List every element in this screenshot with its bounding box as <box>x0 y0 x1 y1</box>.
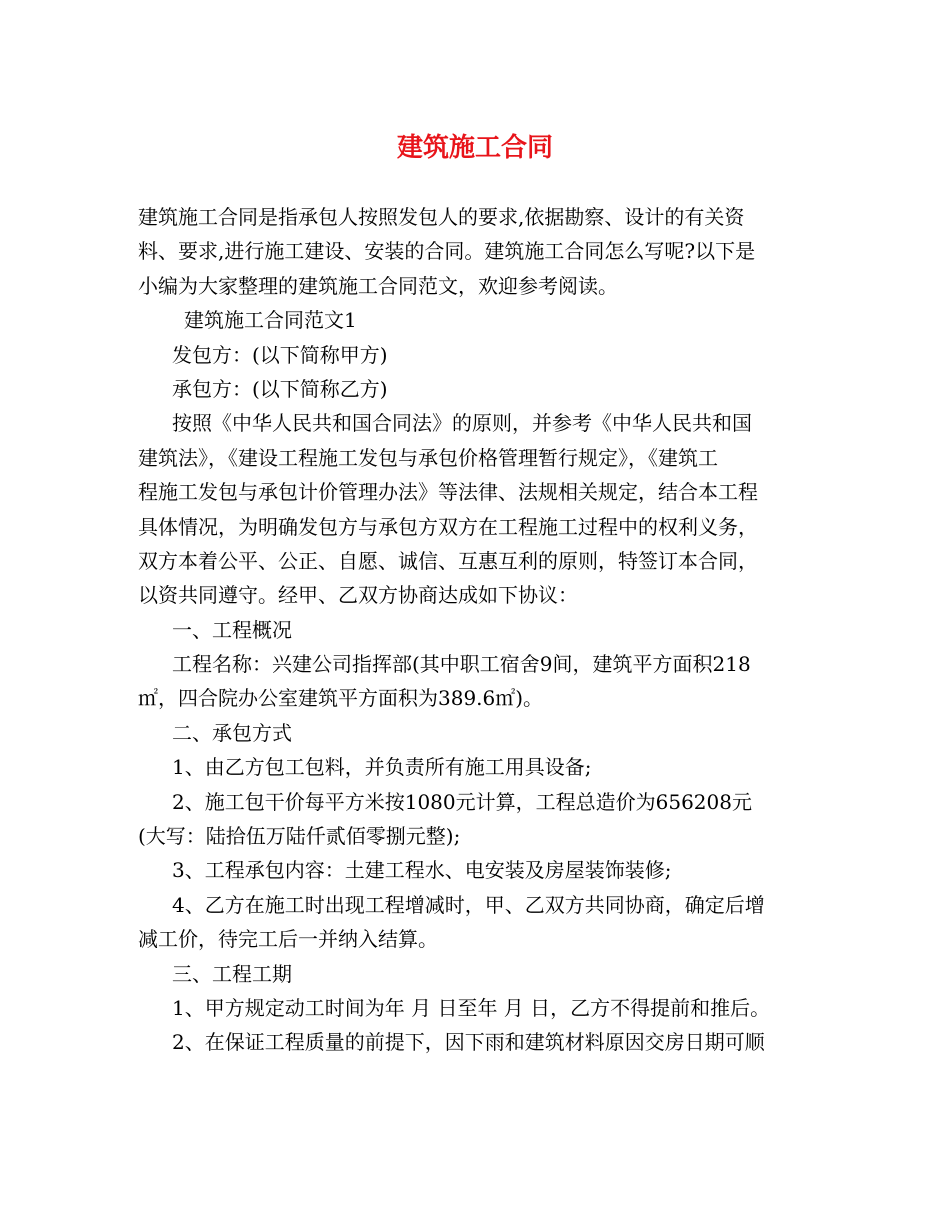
paragraph-line: 1、由乙方包工包料，并负责所有施工用具设备; <box>172 755 592 780</box>
paragraph-line: 以资共同遵守。经甲、乙双方协商达成如下协议： <box>138 583 578 608</box>
paragraph-line: 减工价，待完工后一并纳入结算。 <box>138 927 438 952</box>
document-body <box>138 200 828 1060</box>
paragraph-line: 一、工程概况 <box>172 617 292 642</box>
document-title: 建筑施工合同 <box>396 133 553 163</box>
paragraph-line: 建筑法》，《建设工程施工发包与承包价格管理暂行规定》，《建筑工 <box>138 445 718 470</box>
paragraph-line: 2、施工包干价每平方米按1080元计算，工程总造价为656208元 <box>172 789 752 814</box>
paragraph-line: 二、承包方式 <box>172 720 292 745</box>
paragraph-line: 双方本着公平、公正、自愿、诚信、互惠互利的原则，特签订本合同， <box>138 548 758 573</box>
paragraph-line: 按照《中华人民共和国合同法》的原则，并参考《中华人民共和国 <box>172 411 752 436</box>
paragraph-line: 工程名称：兴建公司指挥部(其中职工宿舍9间，建筑平方面积218 <box>172 652 751 677</box>
paragraph-line: 程施工发包与承包计价管理办法》等法律、法规相关规定，结合本工程 <box>138 480 758 505</box>
paragraph-line: 发包方：(以下简称甲方) <box>172 342 388 367</box>
paragraph-line: 2、在保证工程质量的前提下，因下雨和建筑材料原因交房日期可顺 <box>172 1030 765 1055</box>
paragraph-line: 4、乙方在施工时出现工程增减时，甲、乙双方共同协商，确定后增 <box>172 892 765 917</box>
paragraph-line: 3、工程承包内容：土建工程水、电安装及房屋装饰装修; <box>172 858 672 883</box>
paragraph-line: 料、要求,进行施工建设、安装的合同。建筑施工合同怎么写呢?以下是 <box>138 239 756 264</box>
paragraph-line: 建筑施工合同是指承包人按照发包人的要求,依据勘察、设计的有关资 <box>138 205 745 229</box>
paragraph-line: ㎡，四合院办公室建筑平方面积为389.6㎡)。 <box>138 686 544 711</box>
paragraph-line: (大写：陆拾伍万陆仟贰佰零捌元整); <box>138 824 461 849</box>
paragraph-line: 三、工程工期 <box>172 961 292 986</box>
paragraph-line: 建筑施工合同范文1 <box>184 308 357 333</box>
paragraph-line: 具体情况，为明确发包方与承包方双方在工程施工过程中的权利义务， <box>138 514 758 539</box>
paragraph-line: 承包方：(以下简称乙方) <box>172 376 388 401</box>
paragraph-line: 1、甲方规定动工时间为年 月 日至年 月 日，乙方不得提前和推后。 <box>172 995 771 1020</box>
paragraph-line: 小编为大家整理的建筑施工合同范文，欢迎参考阅读。 <box>138 273 618 298</box>
